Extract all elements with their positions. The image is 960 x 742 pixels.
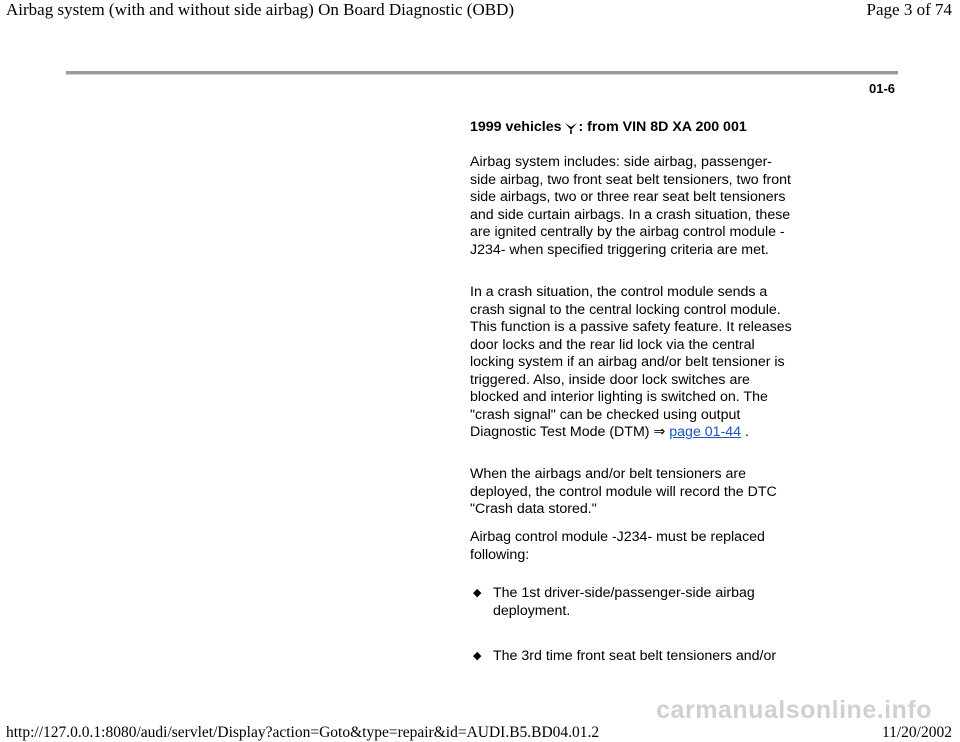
paragraph-replacement: Airbag control module -J234- must be replaced following: <box>470 529 765 563</box>
diamond-bullet-icon: ◆ <box>473 587 482 599</box>
page-indicator: Page 3 of 74 <box>866 0 952 19</box>
paragraph-crash-signal <box>470 284 796 442</box>
section-page-number: 01-6 <box>869 81 896 96</box>
document-title: Airbag system (with and without side airbag) On Board Diagnostic (OBD) <box>6 0 515 19</box>
header-divider <box>66 71 898 75</box>
arrow-icon <box>564 121 578 135</box>
paragraph-crash-signal-text: In a crash situation, the control module sends a crash signal to the central locking control module. This function is a passive safety feature. It releases door locks and the rear lid lock via the central locking system if an airbag and/or belt tensioner is triggered. Also, inside door lock switches are blocked and interior lighting is switched on. The "crash signal" can be checked using output Diagnostic Test Mode (DTM) ⇒ <box>470 284 792 440</box>
vehicle-heading <box>470 119 796 137</box>
footer-date: 11/20/2002 <box>881 724 952 741</box>
content-column <box>470 119 796 664</box>
watermark: carmanualsonline.info <box>656 696 932 724</box>
list-item <box>473 585 793 620</box>
page-link[interactable]: page 01-44 <box>669 424 742 440</box>
heading-suffix: : from VIN 8D XA 200 001 <box>578 119 747 135</box>
paragraph-system-description: Airbag system includes: side airbag, passenger-side airbag, two front seat belt tensioners, two front side airbags, two or three rear seat belt tensioners and side curtain airbags. In a crash situation, these are ignited centrally by the airbag control module -J234- when specified triggering criteria are met. <box>470 154 791 258</box>
list-item <box>473 648 793 666</box>
list-item-text: The 1st driver-side/passenger-side airbag deployment. <box>493 585 755 619</box>
heading-prefix: 1999 vehicles <box>470 119 562 135</box>
paragraph-dtc: When the airbags and/or belt tensioners are deployed, the control module will record the DTC "Crash data stored." <box>470 466 777 517</box>
paragraph-crash-signal-end: . <box>741 424 749 440</box>
diamond-bullet-icon: ◆ <box>473 650 482 662</box>
list-item-text: The 3rd time front seat belt tensioners and/or <box>493 648 777 664</box>
footer-url: http://127.0.0.1:8080/audi/servlet/Display?action=Goto&type=repair&id=AUDI.B5.BD04.01.2 <box>6 724 600 741</box>
